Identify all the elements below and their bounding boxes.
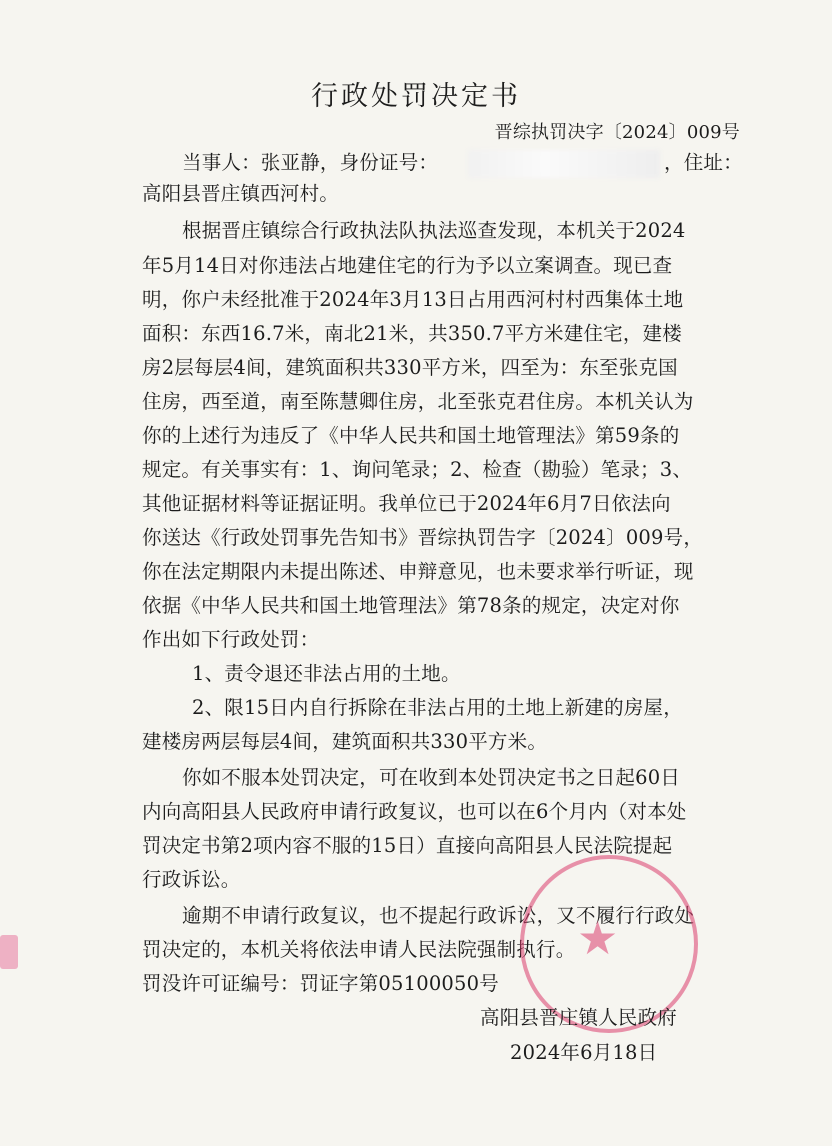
appeal-line: 罚决定书第2项内容不服的15日）直接向高阳县人民法院提起 (142, 834, 673, 857)
appeal-line: 内向高阳县人民政府申请行政复议，也可以在6个月内（对本处 (142, 800, 687, 823)
body-line: 你送达《行政处罚事先告知书》晋综执罚告字〔2024〕009号， (142, 526, 704, 549)
address-text: 高阳县晋庄镇西河村。 (142, 182, 340, 205)
enforcement-line: 逾期不申请行政复议，也不提起行政诉讼，又不履行行政处 (182, 904, 695, 927)
issue-date: 2024年6月18日 (510, 1041, 658, 1064)
body-line: 你的上述行为违反了《中华人民共和国土地管理法》第59条的 (142, 424, 680, 447)
body-line: 依据《中华人民共和国土地管理法》第78条的规定，决定对你 (142, 594, 680, 617)
address-label: ，住址： (664, 151, 743, 174)
body-line: 规定。有关事实有：1、询问笔录；2、检查（勘验）笔录；3、 (142, 458, 693, 481)
enforcement-line: 罚决定的，本机关将依法申请人民法院强制执行。 (142, 938, 576, 961)
body-line: 你在法定期限内未提出陈述、申辩意见，也未要求举行听证，现 (142, 560, 694, 583)
appeal-line: 你如不服本处罚决定，可在收到本处罚决定书之日起60日 (182, 766, 681, 789)
document-title: 行政处罚决定书 (311, 81, 521, 112)
document-number: 晋综执罚决字〔2024〕009号 (494, 122, 740, 143)
body-line: 年5月14日对你违法占地建住宅的行为予以立案调查。现已查 (142, 254, 673, 277)
party-line: 当事人：张亚静，身份证号： (182, 151, 439, 174)
body-line: 根据晋庄镇综合行政执法队执法巡查发现，本机关于2024 (182, 219, 686, 242)
body-line: 房2层每层4间，建筑面积共330平方米，四至为：东至张克国 (142, 356, 678, 379)
body-line: 明，你户未经批准于2024年3月13日占用西河村村西集体土地 (142, 288, 684, 311)
license-number: 罚没许可证编号：罚证字第05100050号 (142, 972, 499, 995)
body-line: 面积：东西16.7米，南北21米，共350.7平方米建住宅，建楼 (142, 322, 682, 345)
body-line: 住房，西至道，南至陈慧卿住房，北至张克君住房。本机关认为 (142, 390, 694, 413)
penalty-item-2-cont: 建楼房两层每层4间，建筑面积共330平方米。 (142, 730, 548, 753)
issuer-name: 高阳县晋庄镇人民政府 (480, 1006, 678, 1029)
body-line: 作出如下行政处罚： (142, 628, 320, 651)
penalty-item-2: 2、限15日内自行拆除在非法占用的土地上新建的房屋， (192, 696, 683, 719)
edge-ink-mark (0, 935, 18, 969)
seal-star-icon: ★ (577, 911, 619, 965)
redacted-id-number (468, 150, 660, 178)
body-line: 其他证据材料等证据证明。我单位已于2024年6月7日依法向 (142, 492, 671, 515)
appeal-line: 行政诉讼。 (142, 868, 241, 891)
penalty-item-1: 1、责令退还非法占用的土地。 (192, 662, 461, 685)
